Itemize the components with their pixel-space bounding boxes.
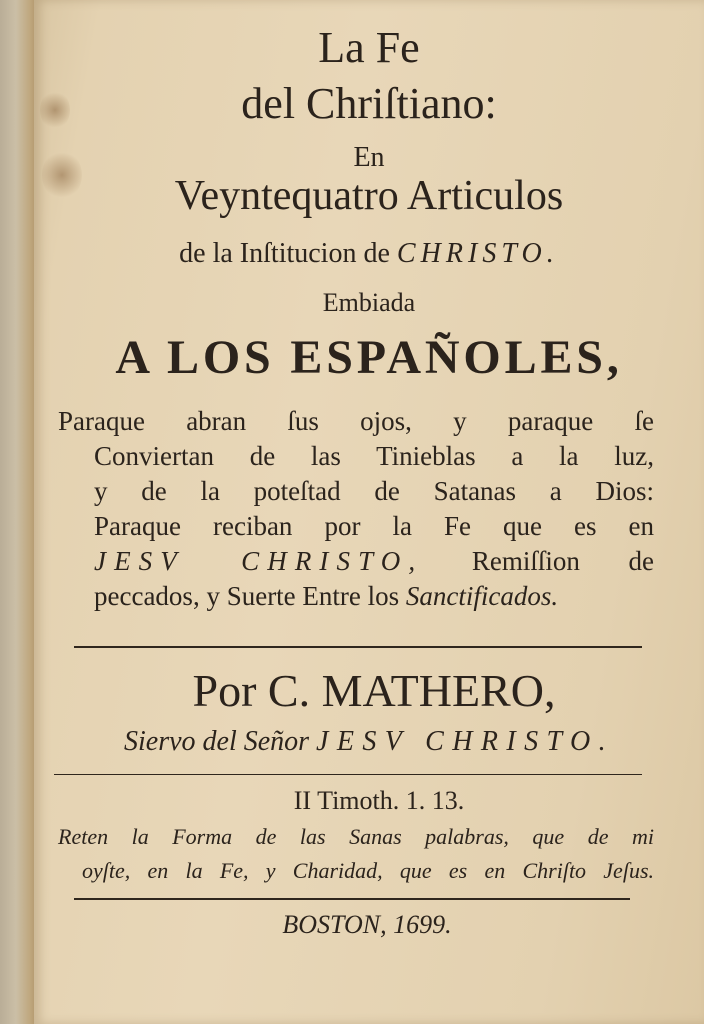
purpose-line-5-rest: Remiſſion de bbox=[471, 546, 654, 576]
institution-line bbox=[34, 238, 704, 270]
purpose-line-6-start: peccados, y Suerte Entre los bbox=[94, 581, 400, 611]
citation-line: II Timoth. 1. 13. bbox=[293, 786, 465, 815]
purpose-line-6 bbox=[58, 579, 654, 614]
jesu-christo-name: JESV CHRISTO, bbox=[94, 546, 424, 576]
purpose-line-5 bbox=[58, 544, 654, 579]
verse-line-1: Reten la Forma de las Sanas palabras, que de mi bbox=[58, 824, 654, 849]
purpose-line-1: Paraque abran ſus ojos, y paraque ſe bbox=[58, 406, 654, 436]
subtitle: Veyntequatro Articulos bbox=[174, 173, 564, 219]
en-line: En bbox=[353, 142, 385, 173]
servant-prefix: Siervo del Señor bbox=[123, 726, 310, 757]
verse-paragraph bbox=[58, 820, 654, 888]
verse-line-2: oyſte, en la Fe, y Charidad, que es en Chriſto Jeſus. bbox=[82, 858, 654, 883]
sanctificados-word: Sanctificados. bbox=[405, 581, 559, 611]
divider-rule-top bbox=[74, 646, 642, 648]
christo-name: CHRISTO. bbox=[396, 238, 559, 269]
title-line-1: La Fe bbox=[318, 23, 420, 72]
imprint-text: BOSTON, 1699. bbox=[282, 910, 452, 939]
divider-rule-middle bbox=[54, 774, 642, 775]
title-page bbox=[34, 0, 704, 1024]
institution-prefix: de la Inſtitucion de bbox=[179, 238, 390, 269]
purpose-line-2: Conviertan de las Tinieblas a la luz, bbox=[94, 441, 654, 471]
author-line: Por C. MATHERO, bbox=[192, 665, 556, 716]
servant-name: JESV CHRISTO. bbox=[316, 726, 614, 757]
purpose-line-4: Paraque reciban por la Fe que es en bbox=[94, 511, 654, 541]
servant-line bbox=[34, 726, 704, 758]
purpose-paragraph bbox=[58, 404, 654, 614]
embiada-line: Embiada bbox=[322, 288, 416, 317]
imprint-line bbox=[30, 910, 704, 940]
dedication-heading: A LOS ESPAÑOLES, bbox=[115, 331, 623, 384]
divider-rule-bottom bbox=[74, 898, 630, 900]
purpose-line-3: y de la poteſtad de Satanas a Dios: bbox=[94, 476, 654, 506]
title-line-2: del Chriſtiano: bbox=[241, 79, 497, 128]
